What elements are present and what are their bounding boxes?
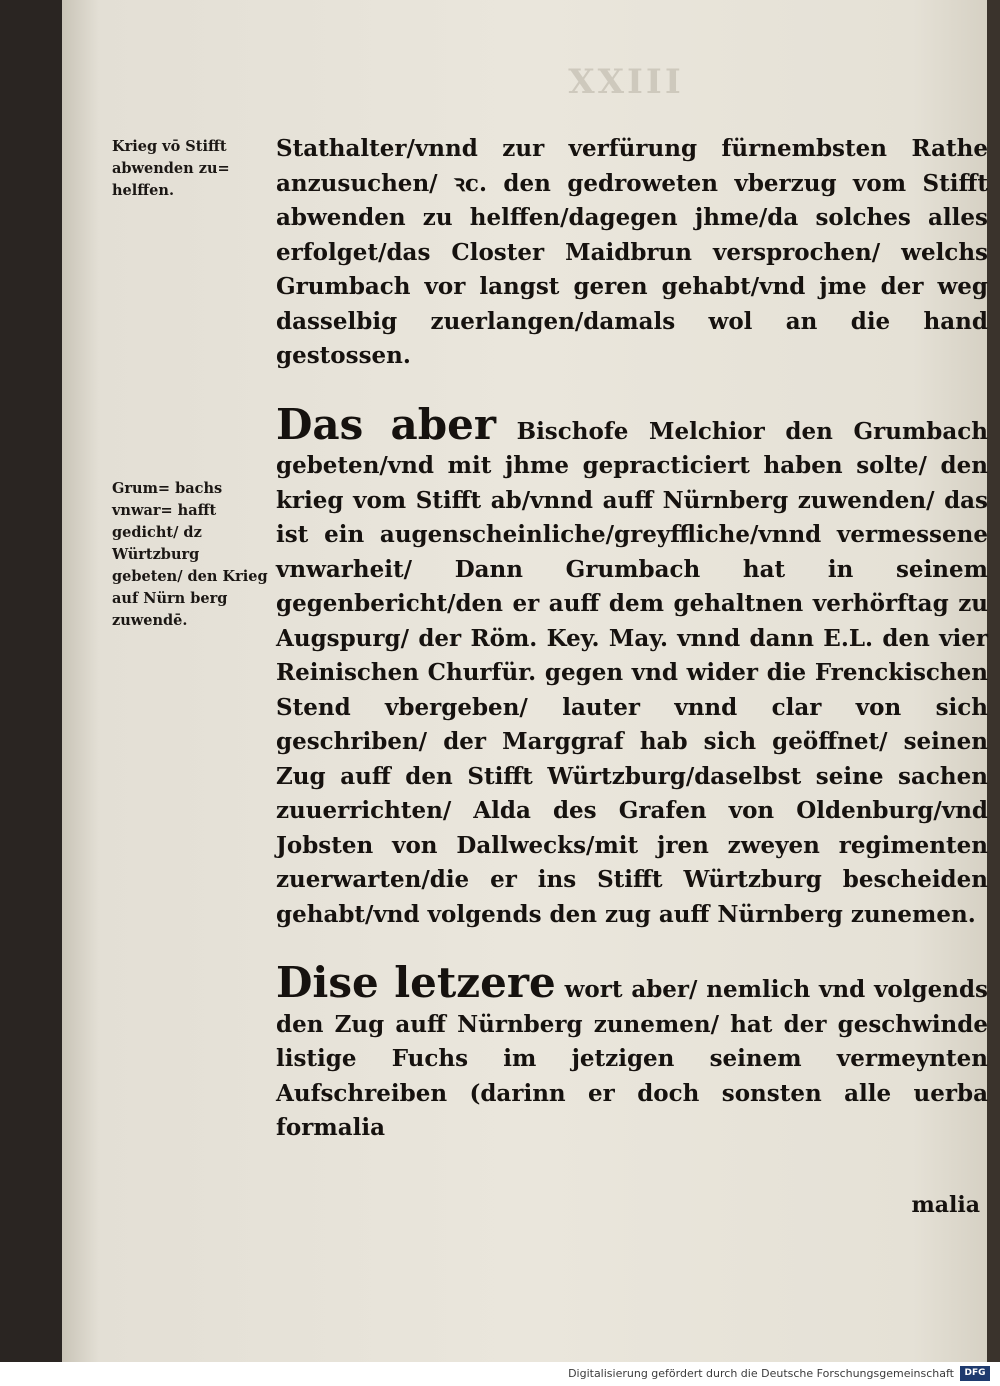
paragraph-3-initial: Dise letzere: [276, 958, 556, 1007]
funding-credit: Digitalisierung gefördert durch die Deutsche Forschungsgemeinschaft: [568, 1367, 954, 1380]
catchword: malia: [911, 1192, 980, 1218]
footer-bar: [0, 1362, 1000, 1386]
folio-number: XXIII: [568, 62, 684, 102]
paragraph-3-text: wort aber/ nemlich vnd volgends den Zug auff Nürnberg zunemen/ hat der geschwinde listige Fuchs im jetzigen seinem vermeynten Aufschreiben (darinn er doch sonsten alle uerba formalia: [276, 976, 988, 1141]
paragraph-1: Stathalter/vnnd zur verfürung fürnembsten Rathe anzusuchen/ ꝛc. den gedroweten vberzug vom Stifft abwenden zu helffen/dagegen jhme/da solches alles erfolget/das Closter Maidbrun versprochen/ welchs Grumbach vor langst geren gehabt/vnd jme der weg dasselbig zuerlangen/damals wol an die hand gestossen.: [276, 135, 988, 369]
paragraph-2: [276, 399, 988, 933]
paragraph-2-text: Bischofe Melchior den Grumbach gebeten/vnd mit jhme gepracticiert haben solte/ den krieg vom Stifft ab/vnnd auff Nürnberg zuwenden/ das ist ein augenscheinliche/greyffliche/vnnd vermessene vnwarheit/ Dann Grumbach hat in seinem gegenbericht/den er auff dem gehaltnen verhörftag zu Augspurg/ der Röm. Key. May. vnnd dann E.L. den vier Reinischen Churfür. gegen vnd wider die Frenckischen Stend vbergeben/ lauter vnnd clar von sich geschriben/ der Marggraf hab sich geöffnet/ seinen Zug auff den Stifft Würtzburg/daselbst seine sachen zuuerrichten/ Alda des Grafen von Oldenburg/vnd Jobsten von Dallwecks/mit jren zweyen regimenten zuerwarten/die er ins Stifft Würtzburg bescheiden gehabt/vnd volgends den zug auff Nürnberg zunemen.: [276, 417, 988, 928]
margin-note-1: Krieg vō Stifft abwenden zu= helffen.: [112, 138, 230, 199]
margin-note-2: Grum= bachs vnwar= hafft gedicht/ dz Würtzburg gebeten/ den Krieg auf Nürn berg zuwendē.: [112, 480, 268, 629]
main-text-block: [276, 132, 988, 1146]
dfg-logo: DFG: [960, 1366, 990, 1381]
paragraph-3: [276, 958, 988, 1146]
paragraph-2-initial: Das aber: [276, 399, 496, 449]
page-edge: [987, 0, 1000, 1362]
